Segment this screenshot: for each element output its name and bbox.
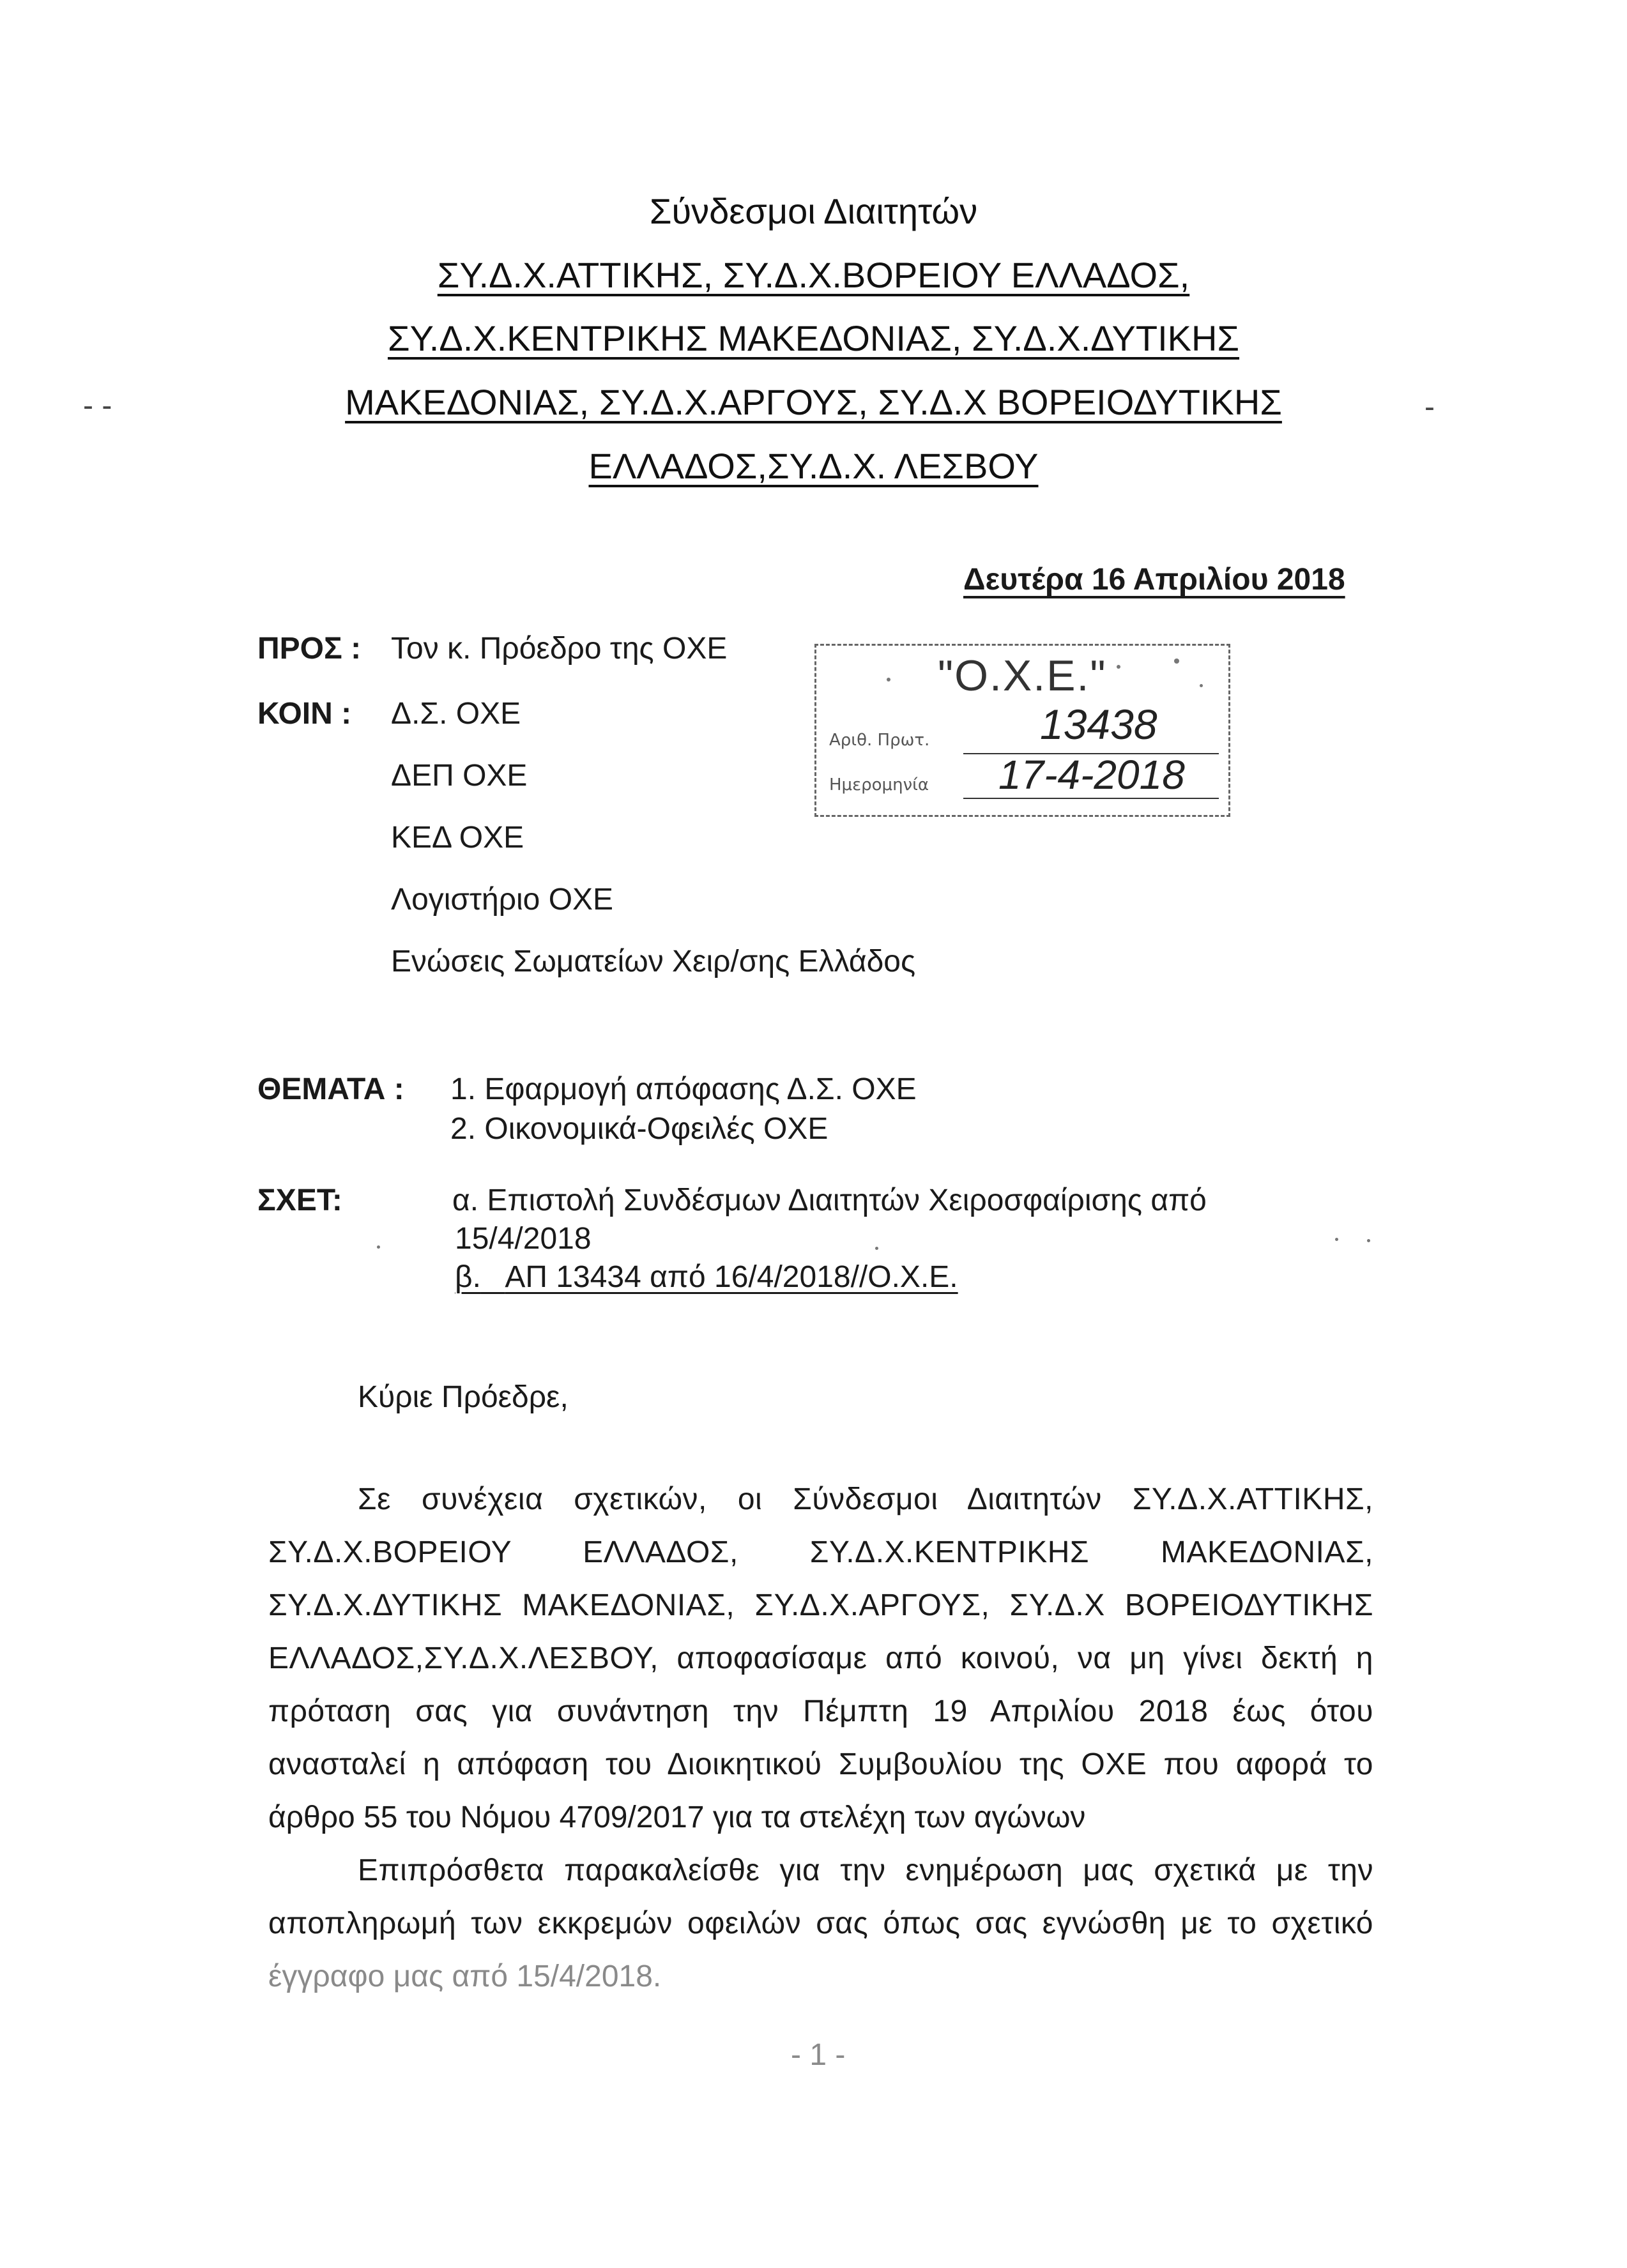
header-line-2: ΣΥ.Δ.Χ.ΑΤΤΙΚΗΣ, ΣΥ.Δ.Χ.ΒΟΡΕΙΟΥ ΕΛΛΑΔΟΣ,	[437, 255, 1190, 295]
header-line-4: ΜΑΚΕΔΟΝΙΑΣ, ΣΥ.Δ.Χ.ΑΡΓΟΥΣ, ΣΥ.Δ.Χ ΒΟΡΕΙΟΔΥΤΙΚΗΣ	[345, 382, 1282, 422]
stamp-date-label: Ημερομηνία	[829, 775, 929, 795]
header-line-1: Σύνδεσμοι Διαιτητών	[649, 191, 978, 231]
cc-item: ΚΕΔ ΟΧΕ	[391, 821, 524, 855]
paragraph-line: άρθρο 55 του Νόμου 4709/2017 για τα στελέχη των αγώνων	[268, 1800, 1086, 1834]
reference-a-line2: 15/4/2018	[455, 1222, 592, 1256]
reference-a-line1: α. Επιστολή Συνδέσμων Διαιτητών Χειροσφαίρισης από	[452, 1183, 1207, 1217]
stamp-date-value: 17-4-2018	[998, 752, 1185, 798]
paragraph-line: ΣΥ.Δ.Χ.ΔΥΤΙΚΗΣ ΜΑΚΕΔΟΝΙΑΣ, ΣΥ.Δ.Χ.ΑΡΓΟΥΣ, ΣΥ.Δ.Χ ΒΟΡΕΙΟΔΥΤΙΚΗΣ	[268, 1588, 1373, 1622]
paragraph-line: Σε συνέχεια σχετικών, οι Σύνδεσμοι Διαιτητών ΣΥ.Δ.Χ.ΑΤΤΙΚΗΣ,	[358, 1482, 1373, 1516]
references-label: ΣΧΕΤ:	[257, 1183, 342, 1217]
cc-item: Λογιστήριο ΟΧΕ	[391, 883, 614, 917]
subject-item: 1. Εφαρμογή απόφασης Δ.Σ. ΟΧΕ	[450, 1072, 917, 1106]
to-label: ΠΡΟΣ :	[257, 632, 362, 666]
paragraph-line: έγγραφο μας από 15/4/2018.	[268, 1960, 662, 1993]
cc-item: Δ.Σ. ΟΧΕ	[391, 697, 521, 731]
margin-mark-left: - -	[83, 389, 112, 423]
subjects-label: ΘΕΜΑΤΑ :	[257, 1072, 404, 1106]
margin-mark-right: -	[1425, 390, 1435, 424]
paragraph-line: πρόταση σας για συνάντηση την Πέμπτη 19 Απριλίου 2018 έως ότου	[268, 1694, 1373, 1728]
to-value: Τον κ. Πρόεδρο της ΟΧΕ	[391, 632, 728, 666]
header-line-3: ΣΥ.Δ.Χ.ΚΕΝΤΡΙΚΗΣ ΜΑΚΕΔΟΝΙΑΣ, ΣΥ.Δ.Χ.ΔΥΤΙΚΗΣ	[387, 318, 1240, 358]
letter-date: Δευτέρα 16 Απριλίου 2018	[963, 563, 1345, 597]
cc-label: ΚΟΙΝ :	[257, 697, 352, 731]
cc-item: ΔΕΠ ΟΧΕ	[391, 759, 528, 793]
reference-b-prefix: β.	[455, 1260, 481, 1294]
stamp-protocol-number: 13438	[1040, 701, 1157, 748]
subject-item: 2. Οικονομικά-Οφειλές ΟΧΕ	[450, 1112, 829, 1146]
reference-b	[455, 1260, 958, 1295]
cc-item: Ενώσεις Σωματείων Χειρ/σης Ελλάδος	[391, 945, 916, 978]
salutation: Κύριε Πρόεδρε,	[358, 1380, 569, 1414]
protocol-stamp	[814, 644, 1230, 817]
paragraph-line: ΕΛΛΑΔΟΣ,ΣΥ.Δ.Χ.ΛΕΣΒΟΥ, αποφασίσαμε από κοινού, να μη γίνει δεκτή η	[268, 1641, 1373, 1675]
stamp-protocol-label: Αριθ. Πρωτ.	[829, 731, 930, 750]
paragraph-line: Επιπρόσθετα παρακαλείσθε για την ενημέρωση μας σχετικά με την	[358, 1853, 1373, 1887]
paragraph-line: ανασταλεί η απόφαση του Διοικητικού Συμβουλίου της ΟΧΕ που αφορά το	[268, 1747, 1373, 1781]
header-line-5: ΕΛΛΑΔΟΣ,ΣΥ.Δ.Χ. ΛΕΣΒΟΥ	[588, 446, 1039, 486]
page-number: - 1 -	[791, 2038, 846, 2072]
stamp-org: "Ο.Χ.Ε."	[938, 651, 1107, 700]
paragraph-line: αποπληρωμή των εκκρεμών οφειλών σας όπως σας εγνώσθη με το σχετικό	[268, 1906, 1373, 1940]
reference-b-text: ΑΠ 13434 από 16/4/2018//Ο.Χ.Ε.	[505, 1260, 958, 1294]
paragraph-line: ΣΥ.Δ.Χ.ΒΟΡΕΙΟΥ ΕΛΛΑΔΟΣ, ΣΥ.Δ.Χ.ΚΕΝΤΡΙΚΗΣ ΜΑΚΕΔΟΝΙΑΣ,	[268, 1535, 1373, 1569]
